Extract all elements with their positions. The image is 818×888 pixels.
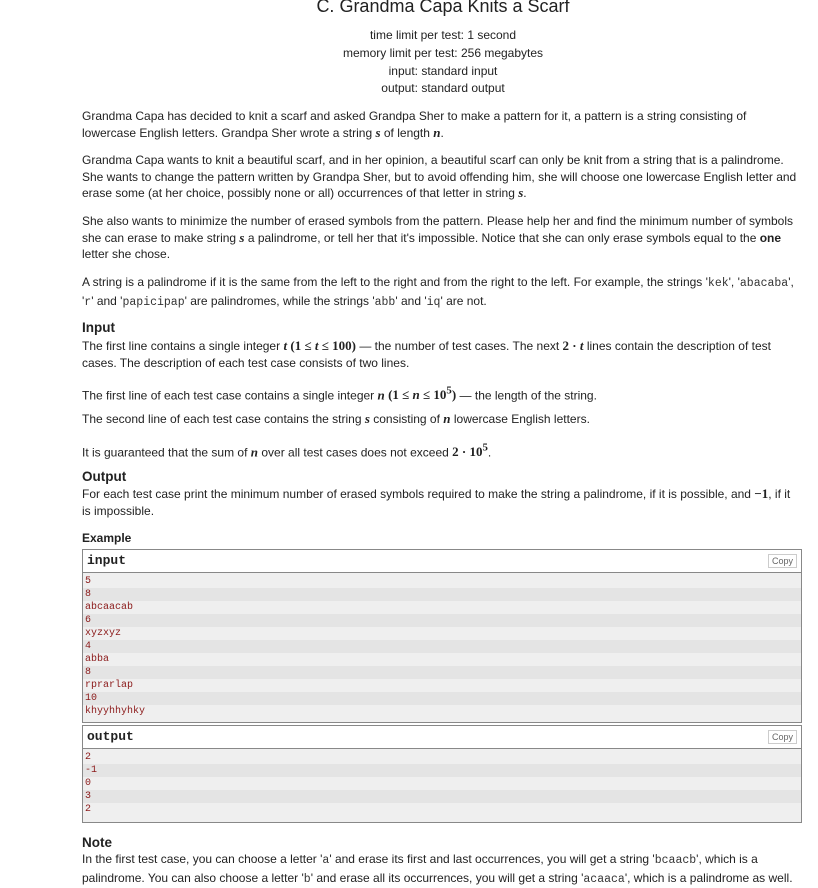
sample-output-lines bbox=[83, 749, 801, 816]
memory-limit: memory limit per test: 256 megabytes bbox=[342, 46, 544, 60]
time-limit: time limit per test: 1 second bbox=[369, 28, 517, 42]
copy-output-button[interactable]: Copy bbox=[768, 730, 797, 744]
example-heading: Example bbox=[82, 531, 132, 545]
legend-paragraph-1: Grandma Capa has decided to knit a scarf and asked Grandpa Sher to make a pattern for it, a pattern is a string consisting of lowercase English letters. Grandpa Sher wrote a string s of length n. bbox=[82, 109, 747, 140]
copy-input-button[interactable]: Copy bbox=[768, 554, 797, 568]
sample-line: rprarlap bbox=[85, 680, 134, 691]
input-heading: Input bbox=[82, 320, 115, 335]
legend-paragraph-3: She also wants to minimize the number of erased symbols from the pattern. Please help her and find the minimum number of symbols she can erase to make string s a palindrome, or tell her that it's impossible. Notice that she can only erase symbols equal to the one letter she chose. bbox=[82, 214, 794, 262]
sample-line: 4 bbox=[83, 640, 801, 653]
sample-input-header bbox=[83, 550, 801, 573]
output-paragraph: For each test case print the minimum number of erased symbols required to make the string a palindrome, if it is possible, and −1, if it is impossible. bbox=[82, 486, 791, 518]
sample-line: khyyhhyhky bbox=[85, 706, 146, 717]
sample-input-lines bbox=[83, 573, 801, 718]
output-heading: Output bbox=[82, 469, 127, 484]
sample-line: 8 bbox=[83, 666, 801, 679]
sample-line: 2 bbox=[85, 804, 92, 815]
input-paragraph-3: The second line of each test case contains the string s consisting of n lowercase English letters. bbox=[82, 411, 590, 426]
sample-line: 3 bbox=[83, 790, 801, 803]
note-paragraph: In the first test case, you can choose a letter 'a' and erase its first and last occurrences, you will get a string 'bcaacb', which is a palindrome. You can also choose a letter 'b' and erase all its occurrences, you will get a string 'acaaca', which is a palindrome as well. bbox=[82, 852, 793, 886]
problem-title: C. Grandma Capa Knits a Scarf bbox=[316, 0, 570, 16]
input-spec: input: standard input bbox=[388, 64, 498, 78]
sample-output-box bbox=[82, 725, 802, 823]
legend-paragraph-4: A string is a palindrome if it is the same from the left to the right and from the right to the left. For example, the strings 'kek', 'abacaba', 'r' and 'papicipap' are palindromes, while the strings 'abb' and 'iq' are not. bbox=[82, 275, 794, 309]
sample-input-box bbox=[82, 549, 802, 723]
sample-line: 5 bbox=[85, 576, 92, 587]
output-spec: output: standard output bbox=[381, 81, 505, 95]
sample-line: abcaacab bbox=[85, 602, 134, 613]
input-paragraph-2: The first line of each test case contains a single integer n $(1 \le n \le 10^5)$ — the length of the string. bbox=[82, 385, 597, 403]
sample-line: 0 bbox=[85, 778, 92, 789]
sample-output-header bbox=[83, 726, 801, 749]
sample-line: 2 bbox=[85, 752, 92, 763]
sample-input-title: input bbox=[87, 553, 127, 568]
note-heading: Note bbox=[82, 835, 112, 850]
sample-line: xyzxyz bbox=[85, 628, 122, 639]
input-paragraph-1: The first line contains a single integer t (1 ≤ t ≤ 100) — the number of test cases. The next 2 · t lines contain the description of test cases. The description of each test case consists of two lines. bbox=[82, 338, 771, 370]
sample-line: 8 bbox=[83, 588, 801, 601]
sample-line: -1 bbox=[83, 764, 801, 777]
sample-output-title: output bbox=[87, 729, 134, 744]
input-paragraph-4: It is guaranteed that the sum of n over all test cases does not exceed $2 \cdot 10^5$. bbox=[82, 442, 492, 460]
legend-paragraph-2: Grandma Capa wants to knit a beautiful scarf, and in her opinion, a beautiful scarf can only be knit from a string that is a palindrome. She wants to change the pattern written by Grandpa Sher, but to avoid offending him, she will choose one lowercase English letter and erase some (at her choice, possibly none or all) occurrences of that letter in string s. bbox=[82, 153, 797, 201]
sample-line: 10 bbox=[83, 692, 801, 705]
sample-line: abba bbox=[85, 654, 110, 665]
sample-line: 6 bbox=[83, 614, 801, 627]
